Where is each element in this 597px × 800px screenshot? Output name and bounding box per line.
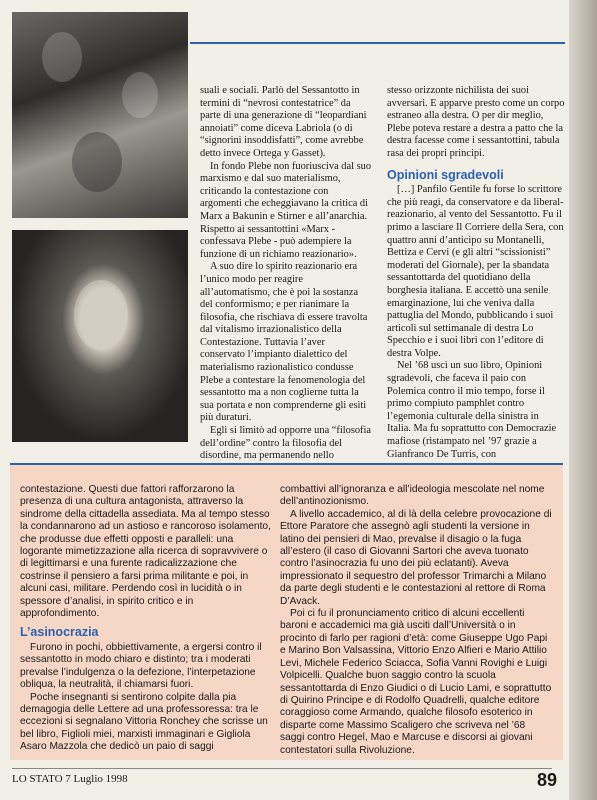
page-spine-shadow — [569, 0, 597, 800]
protest-photo — [12, 12, 188, 218]
page-number: 89 — [536, 770, 557, 790]
paragraph: contestazione. Questi due fattori rafforzarono la presenza di una cultura antagonista, attraverso la sindrome della cittadella assediata. Ma al tempo stesso la condannarono ad un astioso e rancoroso isolamento, che produsse due effetti opposti e paralleli: una logorante mimetizzazione alla ricerca di sopravvivere o di legittimarsi e una furente radicalizzazione che costrinse il pensiero a farsi prima militante e poi, in alcuni casi, militare. Perdendo così in lucidità o in spessore d’analisi, in spirito critico e in approfondimento. — [20, 484, 271, 620]
article-column-2 — [387, 85, 565, 461]
paragraph: suali e sociali. Parlò del Sessantotto in termini di “nevrosi contestatrice” da parte di una generazione di “leopardiani annoiati” come diceva Labriola (o di “signorini insoddisfatti”, come avrebbe detto invece Ortega y Gasset). — [200, 85, 367, 159]
portrait-photo — [12, 230, 188, 442]
article-column-1 — [200, 85, 372, 463]
section-heading: L’asinocrazia — [20, 625, 99, 640]
paragraph: […] Panfilo Gentile fu forse lo scrittore che più reagì, da conservatore e da liberal-reazionario, al vento del Sessantotto. Fu il primo a lasciare Il Corriere della Sera, con quattro anni d’anticipo su Montanelli, Bettiza e Cervi (e gli altri “scissionisti” moderati del Giornale), per la sbandata sessantottarda del quotidiano della borghesia italiana. E accettò una senile emarginazione, lui che veniva dalla pattuglia del Mondo, pubblicando i suoi articoli sul settimanale di destra Lo Specchio e i suoi libri con l’editore di destra Volpe. — [387, 184, 564, 359]
footer-publication: LO STATO 7 Luglio 1998 — [12, 773, 128, 785]
paragraph: A livello accademico, al di là della celebre provocazione di Ettore Paratore che assegnò agli studenti la versione in latino dei pensieri di Mao, prevalse il disagio o la fuga all’estero (il caso di Giovanni Sartori che aveva tuonato contro l’asinocrazia fu uno dei più eclatanti). Aveva impressionato il sequestro del professor Trimarchi a Milano da parte degli studenti e le contestazioni al rettore di Roma D’Avack. — [280, 508, 552, 607]
paragraph: Poi ci fu il pronunciamento critico di alcuni eccellenti baroni e accademici ma già usciti dall’Università o in procinto di farlo per ragioni d’età: come Giuseppe Ugo Papi e Marino Bon Valsassina, Vittorio Enzo Alfieri e Mario Attilio Levi, Michele Federico Sciacca, Sofia Vanni Rovighi e Luigi Volpicelli. Qualche buon saggio contro la scuola sessantottarda di Enzo Giudici o di Lucio Lami, e soprattutto di Quirino Principe e di Rodolfo Quadrelli, qualche editore coraggioso come Armando, qualche filosofo esoterico in disparte come Massimo Scaligero che scriveva nel ’68 saggi contro Hegel, Mao e Marcuse e discorsi ai giovani contestatori sulla Rivoluzione. — [280, 608, 552, 756]
paragraph: combattivi all’ignoranza e all’ideologia mescolate nel nome dell’antinozionismo. — [280, 484, 545, 508]
paragraph: In fondo Plebe non fuoriusciva dal suo marxismo e dal suo materialismo, criticando la contestazione con argomenti che echeggiavano la critica di Marx a Bakunin e Stirner e all’anarchia. Rispetto ai sessantottini «Marx - confessava Plebe - può adempiere la funzione di un richiamo reazionario». — [200, 160, 372, 260]
paragraph: stesso orizzonte nichilista dei suoi avversari. E apparve presto come un corpo estraneo alla destra. O per dir meglio, Plebe poteva restare a destra a patto che la destra facesse come i sessantottini, tabula rasa dei propri principi. — [387, 85, 565, 159]
paragraph: A suo dire lo spirito reazionario era l’unico modo per reagire all’automatismo, che è poi la sostanza del conformismo; e per rianimare la filosofia, che rischiava di essere travolta dal vitalismo irrazionalistico della Contestazione. Tuttavia l’aver conservato l’impianto dialettico del materialismo razionalistico condusse Plebe a contestare la fenomenologia del sessantotto ma a non coglierne tutta la sua portata e non comprenderne gli esiti più duraturi. — [200, 261, 368, 424]
top-rule — [190, 42, 565, 44]
section-heading: Opinioni sgradevoli — [387, 167, 504, 182]
footer-rule — [12, 768, 552, 769]
paragraph: Furono in pochi, obbiettivamente, a ergersi contro il sessantotto in modo chiaro e distinto; tra i moderati prevalse l’indulgenza o la defezione, l’interpetazione obliqua, la neutralità, il chiamarsi fuori. — [20, 641, 262, 691]
paragraph: Poche insegnanti si sentirono colpite dalla pia demagogia delle Lettere ad una professoressa: tra le eccezioni si segnalano Vittoria Ronchey che scrisse un bel libro, Figlioli miei, marxisti immaginari e Gigliola Asaro Mazzola che dedicò un paio di saggi — [20, 691, 268, 753]
paragraph: Egli si limitò ad opporre una “filosofia dell’ordine” contro la filosofia del disordine, ma permanendo nello — [200, 425, 372, 462]
paragraph: Nel ’68 uscì un suo libro, Opinioni sgradevoli, che faceva il paio con Polemica contro il mio tempo, forse il primo compiuto pamphlet contro l’egemonia culturale della sinistra in Italia. Ma fu soprattutto con Democrazie mafiose (ristampato nel ’97 grazie a Gianfranco De Turris, con — [387, 360, 557, 460]
box-column-1 — [20, 484, 272, 754]
box-column-2 — [280, 484, 552, 757]
